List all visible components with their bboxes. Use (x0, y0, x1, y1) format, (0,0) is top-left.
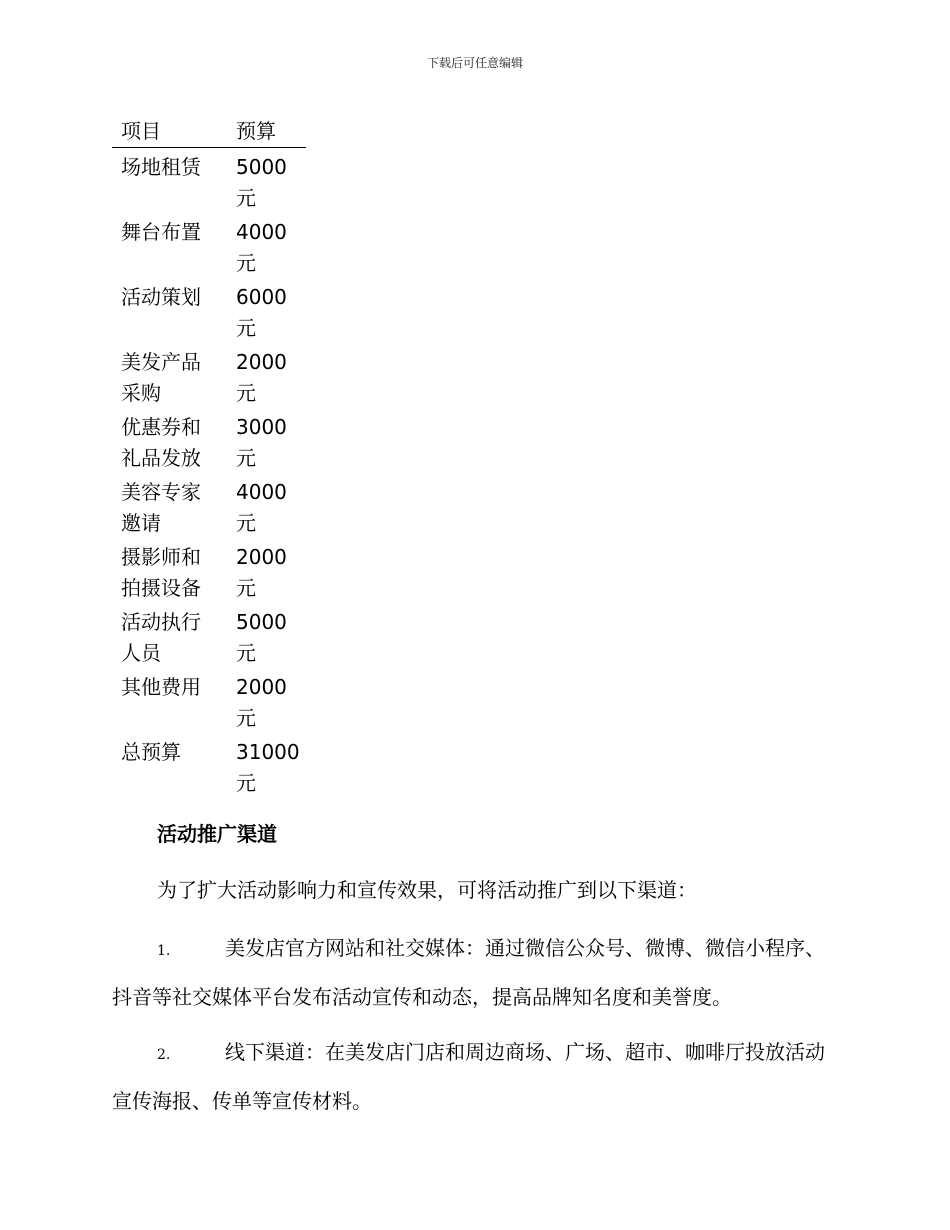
table-header-row (112, 114, 306, 148)
item-cell: 活动策划 (121, 285, 201, 309)
table-row (112, 539, 306, 604)
item-cell: 摄影师和拍摄设备 (121, 545, 201, 600)
section-intro: 为了扩大活动影响力和宣传效果，可将活动推广到以下渠道： (157, 878, 697, 902)
budget-cell: 3000元 (236, 415, 287, 470)
table-row (112, 344, 306, 409)
table-row (112, 148, 306, 215)
budget-cell: 2000元 (236, 545, 287, 600)
budget-cell: 4000元 (236, 480, 287, 535)
table-row (112, 214, 306, 279)
list-item-number: 2. (157, 1047, 171, 1063)
list-item-text: 线下渠道：在美发店门店和周边商场、广场、超市、咖啡厅投放活动宣传海报、传单等宣传材料。 (112, 1040, 825, 1113)
list-item (112, 925, 842, 1020)
budget-cell: 2000元 (236, 675, 287, 730)
section-title: 活动推广渠道 (157, 822, 277, 846)
budget-cell: 5000元 (236, 610, 287, 665)
item-cell: 优惠券和礼品发放 (121, 415, 201, 470)
item-cell: 总预算 (121, 740, 181, 764)
item-cell: 场地租赁 (121, 155, 201, 179)
list-item-text: 美发店官方网站和社交媒体：通过微信公众号、微博、微信小程序、抖音等社交媒体平台发布活动宣传和动态，提高品牌知名度和美誉度。 (112, 936, 825, 1009)
table-row (112, 474, 306, 539)
item-cell: 其他费用 (121, 675, 201, 699)
list-item (112, 1029, 842, 1124)
table-row (112, 279, 306, 344)
budget-cell: 6000元 (236, 285, 287, 340)
list-item-number: 1. (157, 943, 171, 959)
budget-cell: 2000元 (236, 350, 287, 405)
item-cell: 活动执行人员 (121, 610, 201, 665)
item-cell: 美发产品采购 (121, 350, 201, 405)
table-row (112, 604, 306, 669)
column-header-budget: 预算 (236, 119, 276, 143)
item-cell: 美容专家邀请 (121, 480, 201, 535)
table-row-total (112, 734, 306, 799)
column-header-item: 项目 (121, 119, 161, 143)
page-header: 下载后可任意编辑 (426, 56, 523, 70)
item-cell: 舞台布置 (121, 220, 201, 244)
table-row (112, 669, 306, 734)
budget-table (112, 114, 306, 799)
budget-cell: 31000元 (236, 740, 300, 795)
budget-cell: 5000元 (236, 155, 287, 210)
budget-cell: 4000元 (236, 220, 287, 275)
table-row (112, 409, 306, 474)
